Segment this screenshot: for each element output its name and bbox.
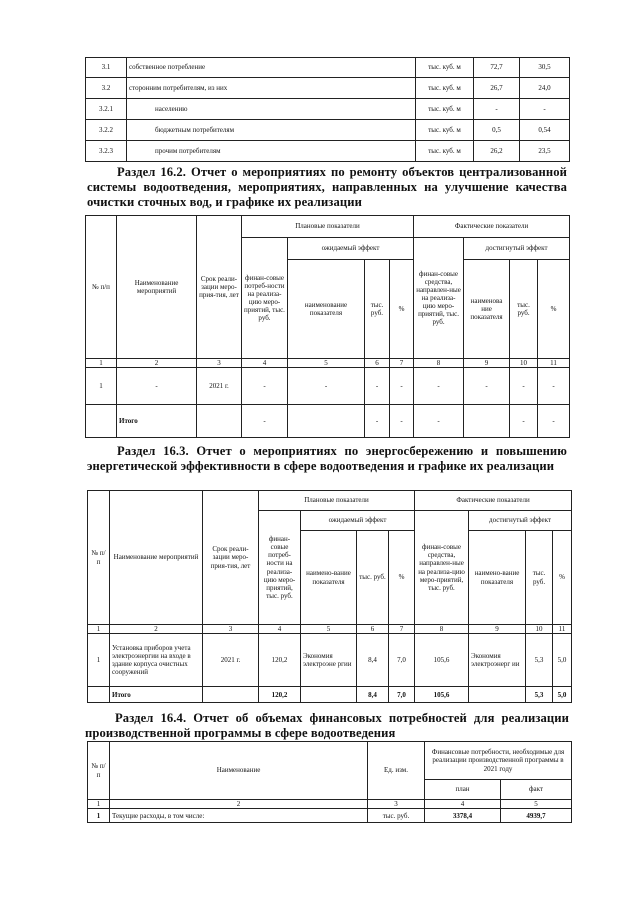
cell bbox=[197, 405, 242, 438]
row-plan: 3378,4 bbox=[425, 809, 501, 823]
row-plan: 26,7 bbox=[474, 78, 520, 99]
header-expected: ожидаемый эффект bbox=[288, 238, 414, 260]
column-numbers-row bbox=[88, 800, 572, 809]
table-row bbox=[86, 120, 570, 141]
header-num: № п/п bbox=[88, 491, 110, 625]
header-indicator: наимено-вание показателя bbox=[301, 531, 357, 625]
section-16-2-title bbox=[87, 165, 567, 210]
header-fin-actual: финан-совые средства, направлен-ные на реализа-цию меро-приятий, тыс. руб. bbox=[415, 511, 469, 625]
cell: - bbox=[288, 368, 365, 405]
header-fin-actual: финан-совые средства, направлен-ные на реализа-цию меро-приятий, тыс. руб. bbox=[414, 238, 464, 359]
row-fin-actual: 105,6 bbox=[415, 634, 469, 687]
cell: - bbox=[538, 405, 570, 438]
cell: - bbox=[242, 368, 288, 405]
row-name: сторонним потребителям, из них bbox=[127, 78, 416, 99]
section-title-text: Раздел 16.2. Отчет о мероприятиях по ремонту объектов централизованной системы водоотведения, мероприятиях, направленных на улучшение качества очистки сточных вод, и графике их реализации bbox=[87, 165, 567, 209]
row-fact: - bbox=[520, 99, 570, 120]
cell: - bbox=[365, 368, 390, 405]
cell: - bbox=[390, 405, 414, 438]
total-label: Итого bbox=[110, 687, 203, 703]
header-rub-2: тыс. руб. bbox=[526, 531, 553, 625]
row-name: прочим потребителям bbox=[127, 141, 416, 162]
header-pct: % bbox=[390, 260, 414, 359]
cell bbox=[288, 405, 365, 438]
header-num: № п/п bbox=[88, 742, 110, 800]
total-pct-2: 5,0 bbox=[553, 687, 572, 703]
header-planned: Плановые показатели bbox=[242, 216, 414, 238]
header-name: Наименование мероприятий bbox=[117, 216, 197, 359]
row-plan: 72,7 bbox=[474, 58, 520, 78]
col-number: 11 bbox=[538, 359, 570, 368]
header-indicator-2: наимено-вание показателя bbox=[469, 531, 526, 625]
header-indicator: наименование показателя bbox=[288, 260, 365, 359]
row-name: Установка приборов учета электроэнергии на входе в здание корпуса очистных сооружений bbox=[110, 634, 203, 687]
col-number: 2 bbox=[110, 625, 203, 634]
table-row bbox=[86, 78, 570, 99]
col-number: 9 bbox=[469, 625, 526, 634]
cell: - bbox=[365, 405, 390, 438]
column-numbers-row bbox=[88, 625, 572, 634]
header-name: Наименование bbox=[110, 742, 368, 800]
col-number: 4 bbox=[242, 359, 288, 368]
row-number: 1 bbox=[88, 809, 110, 823]
header-pct: % bbox=[389, 531, 415, 625]
header-name: Наименование мероприятий bbox=[110, 491, 203, 625]
header-pct-2: % bbox=[553, 531, 572, 625]
cell bbox=[203, 687, 259, 703]
table-row bbox=[86, 368, 570, 405]
header-actual: Фактические показатели bbox=[415, 491, 572, 511]
cell: - bbox=[414, 405, 464, 438]
row-pct: 7,0 bbox=[389, 634, 415, 687]
row-unit: тыс. куб. м bbox=[416, 120, 474, 141]
cell: - bbox=[464, 368, 510, 405]
row-term: 2021 г. bbox=[203, 634, 259, 687]
row-number: 1 bbox=[88, 634, 110, 687]
header-term: Срок реали-зации меро-прия-тия, лет bbox=[203, 491, 259, 625]
row-fact: 23,5 bbox=[520, 141, 570, 162]
cell: - bbox=[510, 368, 538, 405]
header-rub-2: тыс. руб. bbox=[510, 260, 538, 359]
row-unit: тыс. куб. м bbox=[416, 141, 474, 162]
cell: - bbox=[510, 405, 538, 438]
col-number: 6 bbox=[365, 359, 390, 368]
section-16-4-title bbox=[85, 711, 569, 741]
row-fin-planned: 120,2 bbox=[259, 634, 301, 687]
cell bbox=[469, 687, 526, 703]
top-table bbox=[85, 57, 570, 162]
row-number: 3.2.2 bbox=[86, 120, 127, 141]
total-rub-2: 5,3 bbox=[526, 687, 553, 703]
col-number: 1 bbox=[88, 625, 110, 634]
col-number: 5 bbox=[301, 625, 357, 634]
cell: 2021 г. bbox=[197, 368, 242, 405]
col-number: 1 bbox=[88, 800, 110, 809]
total-rub: 8,4 bbox=[357, 687, 389, 703]
row-fact: 0,54 bbox=[520, 120, 570, 141]
header-term: Срок реали-зации меро-прия-тия, лет bbox=[197, 216, 242, 359]
header-rub: тыс. руб. bbox=[365, 260, 390, 359]
cell bbox=[86, 405, 117, 438]
header-pct-2: % bbox=[538, 260, 570, 359]
header-achieved: достигнутый эффект bbox=[464, 238, 570, 260]
row-pct-2: 5,0 bbox=[553, 634, 572, 687]
header-planned: Плановые показатели bbox=[259, 491, 415, 511]
header-indicator-2: наименова ние показателя bbox=[464, 260, 510, 359]
header-rub: тыс. руб. bbox=[357, 531, 389, 625]
header-plan: план bbox=[425, 780, 501, 800]
row-plan: 0,5 bbox=[474, 120, 520, 141]
row-indicator-2: Экономия электроэнерг ии bbox=[469, 634, 526, 687]
total-row bbox=[88, 687, 572, 703]
cell: - bbox=[242, 405, 288, 438]
row-rub: 8,4 bbox=[357, 634, 389, 687]
cell: - bbox=[117, 368, 197, 405]
col-number: 10 bbox=[526, 625, 553, 634]
row-number: 3.2.3 bbox=[86, 141, 127, 162]
col-number: 5 bbox=[288, 359, 365, 368]
cell: - bbox=[414, 368, 464, 405]
section-16-2-table bbox=[85, 215, 570, 438]
header-fin-planned: финан-совые потреб-ности на реализа-цию меро-приятий, тыс. руб. bbox=[242, 238, 288, 359]
row-fact: 24,0 bbox=[520, 78, 570, 99]
table-row bbox=[86, 99, 570, 120]
table-row bbox=[88, 809, 572, 823]
col-number: 1 bbox=[86, 359, 117, 368]
column-numbers-row bbox=[86, 359, 570, 368]
table-row bbox=[86, 141, 570, 162]
section-16-4-table bbox=[87, 741, 572, 823]
col-number: 2 bbox=[117, 359, 197, 368]
header-achieved: достигнутый эффект bbox=[469, 511, 572, 531]
row-name: собственное потребление bbox=[127, 58, 416, 78]
table-row bbox=[86, 58, 570, 78]
cell: - bbox=[390, 368, 414, 405]
section-16-3-table bbox=[87, 490, 572, 703]
col-number: 3 bbox=[368, 800, 425, 809]
col-number: 6 bbox=[357, 625, 389, 634]
cell bbox=[88, 687, 110, 703]
total-fin-actual: 105,6 bbox=[415, 687, 469, 703]
header-num: № п/п bbox=[86, 216, 117, 359]
cell bbox=[464, 405, 510, 438]
col-number: 2 bbox=[110, 800, 368, 809]
row-fact: 30,5 bbox=[520, 58, 570, 78]
col-number: 4 bbox=[259, 625, 301, 634]
header-unit: Ед. изм. bbox=[368, 742, 425, 800]
row-unit: тыс. руб. bbox=[368, 809, 425, 823]
col-number: 8 bbox=[415, 625, 469, 634]
row-name: бюджетным потребителям bbox=[127, 120, 416, 141]
row-unit: тыс. куб. м bbox=[416, 58, 474, 78]
row-unit: тыс. куб. м bbox=[416, 78, 474, 99]
row-rub-2: 5,3 bbox=[526, 634, 553, 687]
header-fact: факт bbox=[501, 780, 572, 800]
header-expected: ожидаемый эффект bbox=[301, 511, 415, 531]
col-number: 3 bbox=[203, 625, 259, 634]
table-row bbox=[88, 634, 572, 687]
row-unit: тыс. куб. м bbox=[416, 99, 474, 120]
header-actual: Фактические показатели bbox=[414, 216, 570, 238]
row-plan: - bbox=[474, 99, 520, 120]
total-row bbox=[86, 405, 570, 438]
row-name: Текущие расходы, в том числе: bbox=[110, 809, 368, 823]
col-number: 8 bbox=[414, 359, 464, 368]
cell bbox=[301, 687, 357, 703]
total-fin-planned: 120,2 bbox=[259, 687, 301, 703]
row-indicator: Экономия электроэне ргии bbox=[301, 634, 357, 687]
section-16-3-title bbox=[87, 444, 567, 474]
col-number: 5 bbox=[501, 800, 572, 809]
cell: 1 bbox=[86, 368, 117, 405]
col-number: 10 bbox=[510, 359, 538, 368]
section-title-text: Раздел 16.4. Отчет об объемах финансовых потребностей для реализации производственной программы в сфере водоотведения bbox=[85, 711, 569, 740]
section-title-text: Раздел 16.3. Отчет о мероприятиях по энергосбережению и повышению энергетической эффективности в сфере водоотведения и графике их реализации bbox=[87, 444, 567, 473]
col-number: 9 bbox=[464, 359, 510, 368]
col-number: 3 bbox=[197, 359, 242, 368]
row-fact: 4939,7 bbox=[501, 809, 572, 823]
row-number: 3.2.1 bbox=[86, 99, 127, 120]
col-number: 7 bbox=[389, 625, 415, 634]
total-pct: 7,0 bbox=[389, 687, 415, 703]
row-number: 3.1 bbox=[86, 58, 127, 78]
col-number: 7 bbox=[390, 359, 414, 368]
col-number: 4 bbox=[425, 800, 501, 809]
header-fin-needs: Финансовые потребности, необходимые для реализации производственной программы в 2021 году bbox=[425, 742, 572, 780]
cell: - bbox=[538, 368, 570, 405]
header-fin-planned: финан-совые потреб-ности на реализа-цию меро-приятий, тыс. руб. bbox=[259, 511, 301, 625]
row-name: населению bbox=[127, 99, 416, 120]
row-number: 3.2 bbox=[86, 78, 127, 99]
total-label: Итого bbox=[117, 405, 197, 438]
col-number: 11 bbox=[553, 625, 572, 634]
row-plan: 26,2 bbox=[474, 141, 520, 162]
